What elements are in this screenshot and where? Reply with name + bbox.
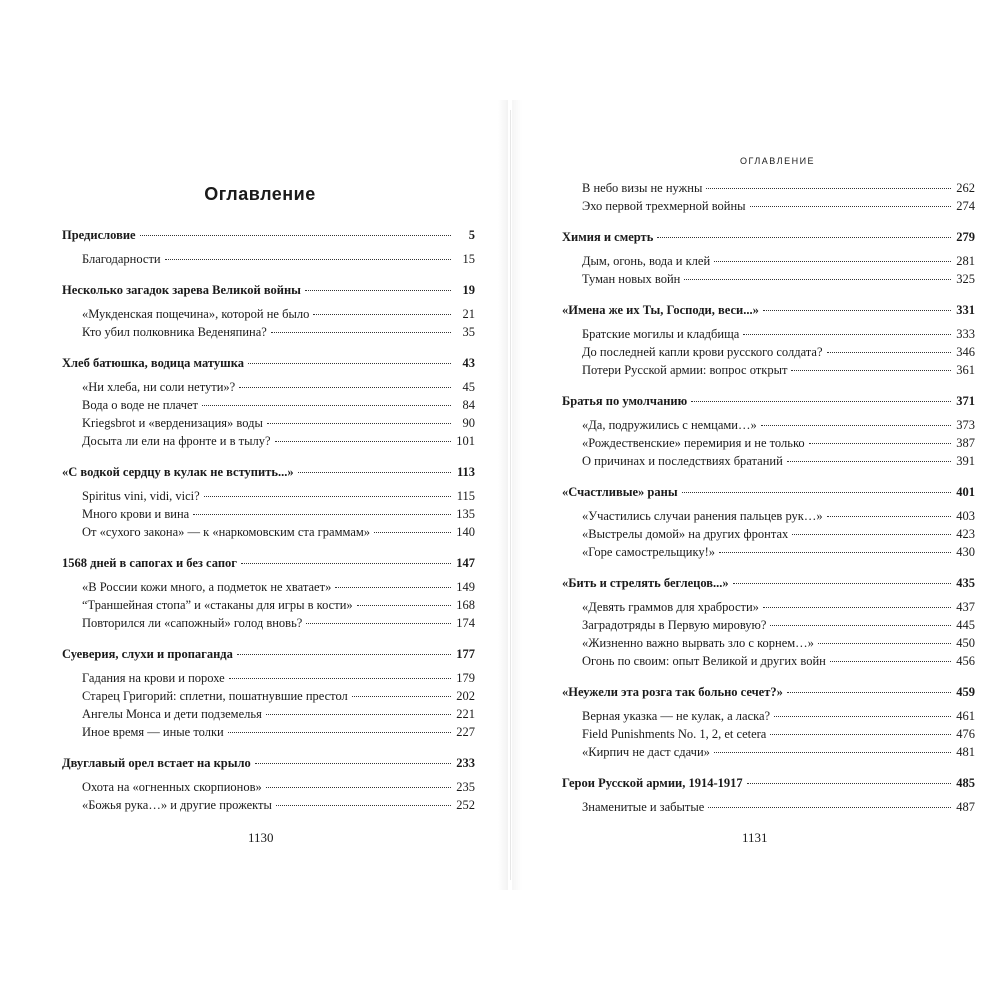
toc-section: [562, 483, 975, 561]
toc-subentry: [562, 434, 975, 452]
dot-leader: [691, 400, 951, 402]
toc-subentry: [562, 452, 975, 470]
entry-title: «Ни хлеба, ни соли нетути»?: [82, 380, 236, 394]
dot-leader: [305, 289, 451, 291]
entry-page-number: 43: [462, 356, 475, 370]
entry-title: Братья по умолчанию: [562, 394, 688, 408]
dot-leader: [750, 205, 951, 207]
dot-leader: [266, 713, 451, 715]
entry-title: «Участились случаи ранения пальцев рук…»: [582, 509, 823, 523]
dot-leader: [787, 691, 951, 693]
entry-page-number: 221: [456, 707, 475, 721]
toc-subentry: [62, 305, 475, 323]
entry-title: Двуглавый орел встает на крыло: [62, 756, 251, 770]
toc-subentry: [62, 796, 475, 814]
entry-title: Ангелы Монса и дети подземелья: [82, 707, 262, 721]
dot-leader: [357, 604, 451, 606]
entry-title: «Девять граммов для храбрости»: [582, 600, 759, 614]
entry-page-number: 401: [956, 485, 975, 499]
toc-subentry: [62, 378, 475, 396]
entry-page-number: 202: [456, 689, 475, 703]
entry-page-number: 115: [456, 489, 475, 503]
dot-leader: [830, 660, 951, 662]
entry-title: «Рождественские» перемирия и не только: [582, 436, 805, 450]
dot-leader: [306, 622, 451, 624]
entry-page-number: 5: [468, 228, 475, 242]
toc-subentry: [562, 525, 975, 543]
entry-title: Эхо первой трехмерной войны: [582, 199, 746, 213]
entry-page-number: 235: [456, 780, 475, 794]
entry-title: Несколько загадок зарева Великой войны: [62, 283, 301, 297]
entry-page-number: 149: [456, 580, 475, 594]
entry-page-number: 373: [956, 418, 975, 432]
entry-page-number: 274: [956, 199, 975, 213]
entry-title: Туман новых войн: [582, 272, 681, 286]
toc-subentry: [62, 523, 475, 541]
entry-page-number: 113: [456, 465, 475, 479]
entry-title: «Мукденская пощечина», которой не было: [82, 307, 310, 321]
toc-subentry: [62, 778, 475, 796]
dot-leader: [165, 258, 451, 260]
toc-subentry: [562, 507, 975, 525]
toc-subentry: [62, 669, 475, 687]
dot-leader: [204, 495, 451, 497]
entry-page-number: 325: [956, 272, 975, 286]
toc-section: [562, 228, 975, 288]
entry-page-number: 387: [956, 436, 975, 450]
entry-title: Охота на «огненных скорпионов»: [82, 780, 262, 794]
dot-leader: [352, 695, 451, 697]
entry-page-number: 450: [956, 636, 975, 650]
dot-leader: [818, 642, 951, 644]
toc-subentry: [62, 505, 475, 523]
toc-chapter-entry: [562, 392, 975, 410]
toc-subentry: [62, 578, 475, 596]
entry-page-number: 331: [956, 303, 975, 317]
toc-subentry: [562, 416, 975, 434]
entry-title: «Жизненно важно вырвать зло с корнем…»: [582, 636, 814, 650]
entry-title: Досыта ли ели на фронте и в тылу?: [82, 434, 271, 448]
entry-title: Суеверия, слухи и пропаганда: [62, 647, 233, 661]
entry-title: Предисловие: [62, 228, 136, 242]
toc-subentry: [62, 723, 475, 741]
toc-subentry: [562, 543, 975, 561]
entry-page-number: 135: [456, 507, 475, 521]
dot-leader: [248, 362, 451, 364]
entry-page-number: 371: [956, 394, 975, 408]
entry-title: До последней капли крови русского солдата?: [582, 345, 823, 359]
dot-leader: [714, 260, 951, 262]
toc-chapter-entry: [62, 226, 475, 244]
toc-chapter-entry: [62, 354, 475, 372]
entry-page-number: 333: [956, 327, 975, 341]
entry-page-number: 227: [456, 725, 475, 739]
toc-subentry: [562, 634, 975, 652]
toc-subentry: [562, 361, 975, 379]
dot-leader: [267, 422, 451, 424]
entry-page-number: 252: [456, 798, 475, 812]
entry-title: «Божья рука…» и другие прожекты: [82, 798, 272, 812]
dot-leader: [792, 533, 951, 535]
dot-leader: [714, 751, 951, 753]
toc-subentry: [62, 250, 475, 268]
toc-section: [562, 774, 975, 816]
entry-page-number: 262: [956, 181, 975, 195]
entry-page-number: 481: [956, 745, 975, 759]
toc-subentry: [62, 432, 475, 450]
dot-leader: [239, 386, 451, 388]
toc-section: [562, 179, 975, 215]
entry-page-number: 281: [956, 254, 975, 268]
entry-page-number: 177: [456, 647, 475, 661]
entry-title: Герои Русской армии, 1914-1917: [562, 776, 743, 790]
entry-page-number: 485: [956, 776, 975, 790]
dot-leader: [298, 471, 451, 473]
toc-subentry: [562, 743, 975, 761]
entry-page-number: 179: [456, 671, 475, 685]
toc-subentry: [562, 616, 975, 634]
entry-title: «Выстрелы домой» на других фронтах: [582, 527, 789, 541]
page-number-left: 1130: [248, 830, 274, 845]
dot-leader: [763, 606, 951, 608]
entry-title: Кто убил полковника Веденяпина?: [82, 325, 267, 339]
dot-leader: [827, 515, 951, 517]
entry-page-number: 430: [956, 545, 975, 559]
toc-section: [62, 463, 475, 541]
right-page: [520, 110, 1000, 890]
toc-section: [62, 354, 475, 450]
toc-chapter-entry: [62, 281, 475, 299]
dot-leader: [657, 236, 951, 238]
entry-title: Братские могилы и кладбища: [582, 327, 740, 341]
dot-leader: [743, 333, 951, 335]
entry-title: Знаменитые и забытые: [582, 800, 705, 814]
toc-subentry: [62, 596, 475, 614]
dot-leader: [719, 551, 951, 553]
entry-title: «Горе самострельщику!»: [582, 545, 716, 559]
entry-page-number: 487: [956, 800, 975, 814]
toc-chapter-entry: [562, 301, 975, 319]
entry-title: Гадания на крови и порохе: [82, 671, 225, 685]
dot-leader: [763, 309, 951, 311]
entry-title: Потери Русской армии: вопрос открыт: [582, 363, 788, 377]
dot-leader: [335, 586, 451, 588]
entry-title: «Имена же их Ты, Господи, веси...»: [562, 303, 759, 317]
dot-leader: [271, 331, 451, 333]
toc-subentry: [62, 487, 475, 505]
entry-page-number: 437: [956, 600, 975, 614]
toc-section: [562, 392, 975, 470]
entry-page-number: 435: [956, 576, 975, 590]
entry-title: В небо визы не нужны: [582, 181, 703, 195]
entry-page-number: 90: [462, 416, 475, 430]
toc-subentry: [562, 652, 975, 670]
entry-title: “Траншейная стопа” и «стаканы для игры в кости»: [82, 598, 353, 612]
dot-leader: [193, 513, 451, 515]
dot-leader: [266, 786, 451, 788]
entry-title: Дым, огонь, вода и клей: [582, 254, 711, 268]
entry-page-number: 15: [462, 252, 475, 266]
toc-chapter-entry: [562, 483, 975, 501]
entry-page-number: 445: [956, 618, 975, 632]
entry-title: Spiritus vini, vidi, vici?: [82, 489, 200, 503]
dot-leader: [708, 806, 951, 808]
entry-title: Повторился ли «сапожный» голод вновь?: [82, 616, 303, 630]
toc-chapter-entry: [562, 228, 975, 246]
entry-title: Химия и смерть: [562, 230, 654, 244]
dot-leader: [770, 624, 951, 626]
dot-leader: [313, 313, 451, 315]
dot-leader: [791, 369, 951, 371]
toc-section: [62, 226, 475, 268]
toc-subentry: [62, 414, 475, 432]
toc-chapter-entry: [62, 645, 475, 663]
entry-title: 1568 дней в сапогах и без сапог: [62, 556, 237, 570]
dot-leader: [733, 582, 951, 584]
dot-leader: [761, 424, 951, 426]
dot-leader: [275, 440, 451, 442]
dot-leader: [229, 677, 451, 679]
toc-chapter-entry: [62, 754, 475, 772]
entry-title: Верная указка — не кулак, а ласка?: [582, 709, 771, 723]
entry-page-number: 423: [956, 527, 975, 541]
dot-leader: [827, 351, 951, 353]
dot-leader: [276, 804, 451, 806]
dot-leader: [809, 442, 951, 444]
entry-title: «Кирпич не даст сдачи»: [582, 745, 710, 759]
toc-subentry: [562, 798, 975, 816]
page-number-right: 1131: [742, 830, 768, 845]
dot-leader: [682, 491, 951, 493]
entry-page-number: 35: [462, 325, 475, 339]
toc-list-left: [62, 226, 475, 827]
entry-title: От «сухого закона» — к «наркомовским ста граммам»: [82, 525, 371, 539]
dot-leader: [747, 782, 951, 784]
toc-subentry: [62, 705, 475, 723]
dot-leader: [706, 187, 951, 189]
toc-chapter-entry: [562, 774, 975, 792]
entry-page-number: 403: [956, 509, 975, 523]
toc-chapter-entry: [62, 554, 475, 572]
entry-page-number: 461: [956, 709, 975, 723]
entry-title: Старец Григорий: сплетни, пошатнувшие престол: [82, 689, 348, 703]
entry-title: «Счастливые» раны: [562, 485, 678, 499]
entry-page-number: 168: [456, 598, 475, 612]
entry-page-number: 84: [462, 398, 475, 412]
toc-subentry: [562, 325, 975, 343]
toc-subentry: [562, 598, 975, 616]
toc-list-right: [562, 179, 975, 829]
entry-page-number: 140: [456, 525, 475, 539]
dot-leader: [787, 460, 951, 462]
dot-leader: [228, 731, 451, 733]
entry-title: «Бить и стрелять беглецов...»: [562, 576, 729, 590]
toc-section: [62, 645, 475, 741]
toc-chapter-entry: [562, 574, 975, 592]
entry-page-number: 459: [956, 685, 975, 699]
toc-subentry: [562, 270, 975, 288]
entry-title: О причинах и последствиях братаний: [582, 454, 783, 468]
toc-section: [62, 554, 475, 632]
toc-subentry: [562, 725, 975, 743]
entry-title: Огонь по своим: опыт Великой и других войн: [582, 654, 826, 668]
entry-title: Вода о воде не плачет: [82, 398, 199, 412]
toc-section: [562, 301, 975, 379]
dot-leader: [241, 562, 451, 564]
entry-page-number: 391: [956, 454, 975, 468]
entry-title: Хлеб батюшка, водица матушка: [62, 356, 244, 370]
entry-title: «Да, подружились с немцами…»: [582, 418, 757, 432]
entry-title: «Неужели эта розга так больно сечет?»: [562, 685, 783, 699]
entry-title: «В России кожи много, а подметок не хватает»: [82, 580, 332, 594]
entry-title: Много крови и вина: [82, 507, 190, 521]
toc-section: [62, 754, 475, 814]
dot-leader: [374, 531, 451, 533]
entry-title: Field Punishments No. 1, 2, et cetera: [582, 727, 767, 741]
toc-chapter-entry: [62, 463, 475, 481]
toc-subentry: [562, 707, 975, 725]
entry-page-number: 147: [456, 556, 475, 570]
toc-subentry: [562, 252, 975, 270]
entry-page-number: 346: [956, 345, 975, 359]
entry-page-number: 361: [956, 363, 975, 377]
toc-chapter-entry: [562, 683, 975, 701]
entry-title: Kriegsbrot и «верденизация» воды: [82, 416, 263, 430]
dot-leader: [202, 404, 451, 406]
running-head: ОГЛАВЛЕНИЕ: [740, 156, 816, 166]
entry-page-number: 19: [462, 283, 475, 297]
toc-subentry: [562, 179, 975, 197]
toc-subentry: [62, 687, 475, 705]
toc-title: Оглавление: [204, 184, 316, 204]
dot-leader: [684, 278, 951, 280]
toc-subentry: [62, 396, 475, 414]
entry-page-number: 45: [462, 380, 475, 394]
entry-page-number: 456: [956, 654, 975, 668]
toc-subentry: [562, 343, 975, 361]
toc-section: [62, 281, 475, 341]
entry-title: Иное время — иные толки: [82, 725, 224, 739]
toc-subentry: [62, 323, 475, 341]
dot-leader: [255, 762, 451, 764]
entry-page-number: 476: [956, 727, 975, 741]
toc-section: [562, 574, 975, 670]
toc-subentry: [62, 614, 475, 632]
left-page: [20, 110, 500, 890]
gutter-fold: [510, 110, 511, 880]
entry-page-number: 233: [456, 756, 475, 770]
entry-title: «С водкой сердцу в кулак не вступить...»: [62, 465, 294, 479]
dot-leader: [774, 715, 951, 717]
entry-title: Заградотряды в Первую мировую?: [582, 618, 767, 632]
dot-leader: [140, 234, 451, 236]
entry-page-number: 279: [956, 230, 975, 244]
entry-page-number: 101: [456, 434, 475, 448]
toc-subentry: [562, 197, 975, 215]
dot-leader: [770, 733, 951, 735]
entry-title: Благодарности: [82, 252, 161, 266]
toc-section: [562, 683, 975, 761]
dot-leader: [237, 653, 451, 655]
entry-page-number: 174: [456, 616, 475, 630]
entry-page-number: 21: [462, 307, 475, 321]
